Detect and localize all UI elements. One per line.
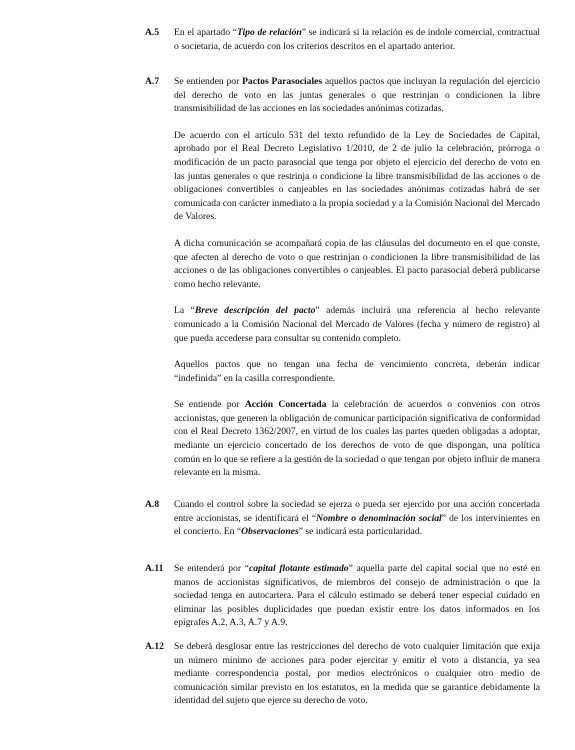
section-number: A.12 bbox=[145, 641, 164, 652]
emphasis-term: Breve descripción del pacto bbox=[194, 305, 316, 317]
section-number: A.11 bbox=[145, 563, 164, 574]
section-a12 bbox=[145, 640, 540, 708]
text: A dicha comunicación se acompañará copia de las cláusulas del documento en el que conste, que afecten al derecho de voto o que restrinjan o condicionen la libre transmisibilidad de las acciones o de las obligaciones convertibles o canjeables. El pacto parasocial deberá publicarse como hecho relevante. bbox=[174, 237, 540, 290]
text: De acuerdo con el artículo 531 del texto refundido de la Ley de Sociedades de Capital, aprobado por el Real Decreto Legislativo 1/2010, de 2 de julio la celebración, prórroga o modificación de un pacto parasocial que tenga por objeto el ejercicio del derecho de voto en las juntas generales o que restrinja o condicione la libre transmisibilidad de las acciones o de obligaciones convertibles o canjeables en las sociedades anónimas cotizadas habrá de ser comunicada con carácter inmediato a la propia sociedad y a la Comisión Nacional del Mercado de Valores. bbox=[174, 129, 540, 223]
text: En el apartado “ bbox=[174, 27, 237, 38]
section-a7 bbox=[145, 75, 540, 480]
paragraph bbox=[174, 26, 540, 53]
text: ” se indicará esta particularidad. bbox=[298, 526, 423, 538]
paragraph bbox=[174, 75, 540, 116]
text: Se entiende por bbox=[174, 399, 245, 411]
section-body bbox=[174, 498, 540, 539]
section-body bbox=[174, 26, 540, 53]
emphasis-term: Tipo de relación bbox=[236, 27, 302, 38]
text: La “ bbox=[174, 305, 195, 317]
section-body bbox=[174, 75, 540, 480]
paragraph bbox=[174, 129, 540, 224]
text: ” aquella parte del capital social que no esté en manos de accionistas significativos, de miembros del consejo de administración o que la sociedad tenga en autocartera. Para el cálculo estimado se deberá tener especial cuidado en eliminar las posibles duplicidades que puedan existir entre los datos informados en los epígrafes A.2, A.3, A.7 y A.9. bbox=[174, 563, 540, 629]
text: aquellos pactos que incluyan la regulación del ejercicio del derecho de voto en las juntas generales o que restrinjan o condicionen la libre transmisibilidad de las acciones en las sociedades anónimas cotizadas. bbox=[174, 76, 540, 115]
text: ” además incluirá una referencia al hecho relevante comunicado a la Comisión Nacional del Mercado de Valores (fecha y número de registro) al que pueda accederse para consultar su contenido completo. bbox=[174, 305, 541, 344]
section-number: A.8 bbox=[145, 499, 160, 510]
emphasis-term: Nombre o denominación social bbox=[316, 512, 442, 524]
emphasis-term: capital flotante estimado bbox=[249, 563, 349, 574]
bold-term: Pactos Parasociales bbox=[242, 76, 323, 87]
paragraph bbox=[174, 304, 540, 345]
text: Aquellos pactos que no tengan una fecha de vencimiento concreta, deberán indicar “indefinida” en la casilla correspondiente. bbox=[174, 359, 540, 384]
section-number: A.5 bbox=[145, 27, 160, 38]
section-a11 bbox=[145, 562, 540, 630]
paragraph bbox=[174, 640, 540, 708]
text: Se entenderá por “ bbox=[174, 563, 249, 574]
text: Se deberá desglosar entre las restricciones del derecho de voto cualquier limitación que exija un número mínimo de acciones para poder ejercitar y emitir el voto a distancia, ya sea mediante correspondencia postal, por medios electrónicos o cualquier otro medio de comunicación similar previsto en los estatutos, en la medida que se garantice debidamente la identidad del sujeto que ejerce su derecho de voto. bbox=[174, 641, 540, 707]
paragraph bbox=[174, 398, 540, 480]
bold-term: Acción Concertada bbox=[244, 399, 327, 411]
paragraph bbox=[174, 498, 540, 539]
section-number: A.7 bbox=[145, 76, 160, 87]
text: la celebración de acuerdos o convenios con otros accionistas, que generen la obligación de comunicar participación significativa de conformidad con el Real Decreto 1362/2007, en virtud de los cuales las partes queden obligadas a adoptar, mediante un ejercicio concertado de los derechos de voto de que dispongan, una política común en lo que se refiere a la gestión de la sociedad o que tengan por objeto influir de manera relevante en la misma. bbox=[174, 399, 540, 479]
text: Se entienden por bbox=[174, 76, 243, 87]
text: ” de los intervinientes en el concierto. En “ bbox=[174, 512, 540, 538]
section-body bbox=[174, 562, 540, 630]
text: ” se indicará si la relación es de índole comercial, contractual o societaria, de acuerdo con los criterios descritos en el apartado anterior. bbox=[174, 27, 540, 52]
text: Cuando el control sobre la sociedad se ejerza o pueda ser ejercido por una acción concertada entre accionistas, se identificará el “ bbox=[174, 499, 540, 524]
paragraph bbox=[174, 358, 540, 385]
emphasis-term: Observaciones bbox=[241, 526, 299, 538]
paragraph bbox=[174, 562, 540, 630]
section-a5 bbox=[145, 26, 540, 53]
section-body bbox=[174, 640, 540, 708]
paragraph bbox=[174, 237, 540, 291]
section-a8 bbox=[145, 498, 540, 539]
